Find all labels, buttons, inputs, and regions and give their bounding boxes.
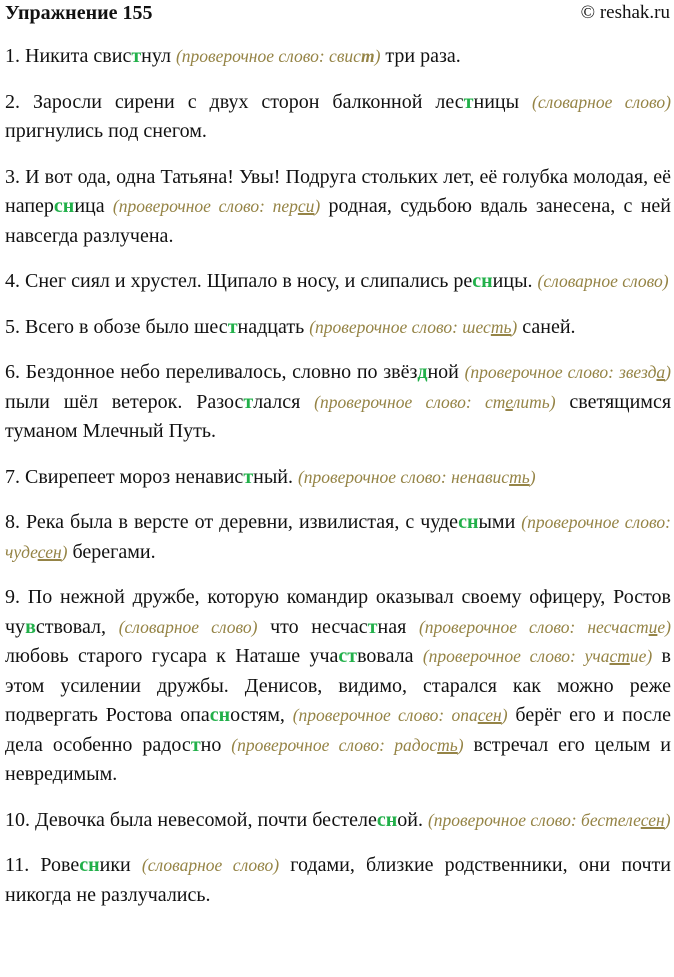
sentence-item bbox=[5, 42, 671, 72]
sentence-item bbox=[5, 267, 671, 297]
sentence-text: ный. bbox=[253, 465, 298, 488]
sentence-text: но bbox=[200, 733, 232, 756]
hint-underlined-letters: е bbox=[505, 391, 513, 412]
hint-underlined-letters: ть bbox=[490, 316, 512, 337]
hint-text: (проверочное слово: уча bbox=[422, 646, 610, 666]
hint-underlined-letters: ть bbox=[437, 734, 458, 755]
hint-text: (проверочное слово: шес bbox=[309, 316, 491, 337]
highlighted-letters: д bbox=[417, 361, 428, 383]
sentence-item bbox=[5, 88, 671, 147]
sentence-text: ики bbox=[99, 854, 142, 876]
sentence-text: надцать bbox=[237, 315, 310, 338]
sentence-item bbox=[5, 463, 671, 493]
sentence-text: ная bbox=[377, 615, 419, 638]
hint-text: (словарное слово) bbox=[118, 616, 258, 637]
sentence-text: пригнулись под снегом. bbox=[5, 120, 207, 142]
sentence-text: 4. Снег сиял и хрустел. Щипало в носу, и слипались ре bbox=[5, 270, 473, 292]
highlighted-letters: т bbox=[463, 90, 474, 113]
sentence-text: 10. Девочка была невесомой, почти бестеле bbox=[5, 808, 377, 831]
sentence-item bbox=[5, 806, 671, 836]
sentence-text: ицы. bbox=[492, 270, 538, 292]
sentence-item bbox=[5, 508, 671, 567]
hint-text: (проверочное слово: несчаст bbox=[418, 616, 649, 637]
hint-bold-letters: т bbox=[360, 46, 375, 66]
sentence-text: что несчас bbox=[257, 615, 368, 638]
sentence-item bbox=[5, 583, 671, 790]
sentence-text: остям, bbox=[230, 704, 293, 726]
hint-text: (словарное слово) bbox=[141, 855, 280, 875]
highlighted-letters: т bbox=[190, 733, 201, 756]
highlighted-letters: т bbox=[243, 465, 254, 488]
sentence-text: в этом усилении дружбы. Денисов, видимо, старался как можно реже подвергать Ростова опа bbox=[5, 645, 671, 726]
hint-text: ) bbox=[314, 196, 321, 216]
hint-text: ) bbox=[665, 362, 671, 382]
sentence-text: нул bbox=[141, 45, 176, 67]
sentence-text: ной bbox=[427, 361, 465, 383]
hint-text: лить) bbox=[512, 391, 556, 412]
hint-text: (проверочное слово: свис bbox=[175, 46, 361, 66]
sentence-item bbox=[5, 163, 671, 252]
sentence-text: пыли шёл ветерок. Разос bbox=[5, 390, 244, 413]
hint-underlined-letters: сен bbox=[640, 809, 665, 830]
hint-text: (проверочное слово: бестеле bbox=[427, 809, 641, 830]
exercise-content bbox=[5, 42, 671, 926]
sentence-text: ствовал, bbox=[35, 615, 119, 638]
hint-text: ) bbox=[501, 705, 508, 725]
hint-underlined-letters: ст bbox=[609, 646, 630, 666]
sentence-text: любовь старого гусара к Наташе уча bbox=[5, 645, 339, 667]
sentence-text: 6. Бездонное небо переливалось, словно по звёз bbox=[5, 361, 418, 383]
hint-text: ) bbox=[61, 541, 68, 562]
sentence-text: 3. И вот ода, одна Татьяна! Увы! Подруга стольких лет, её голубка молодая, её напер bbox=[5, 165, 671, 217]
sentence-text: берёг его и после дела особенно радос bbox=[5, 704, 672, 756]
hint-text: ) bbox=[664, 809, 671, 830]
sentence-text: лался bbox=[253, 390, 315, 413]
hint-text: (проверочное слово: пер bbox=[112, 196, 298, 216]
hint-underlined-letters: ть bbox=[509, 466, 530, 487]
sentence-text: саней. bbox=[517, 315, 576, 338]
hint-text: (проверочное слово: звезд bbox=[464, 362, 657, 382]
hint-text: (словарное слово) bbox=[537, 271, 669, 291]
sentence-text: ица bbox=[74, 195, 113, 217]
exercise-title: Упражнение 155 bbox=[5, 1, 153, 24]
sentence-text: ницы bbox=[473, 90, 532, 113]
sentence-text: вовала bbox=[357, 645, 423, 667]
hint-underlined-letters: а bbox=[656, 362, 666, 382]
sentence-text: 7. Свирепеет мороз ненавис bbox=[5, 465, 244, 488]
sentence-text: 5. Всего в обозе было шес bbox=[5, 315, 228, 338]
hint-text: (проверочное слово: чуде bbox=[5, 512, 672, 562]
sentence-text: 2. Заросли сирени с двух сторон балконной лес bbox=[5, 90, 464, 113]
sentence-text: 9. По нежной дружбе, которую командир оказывал своему офицеру, Ростов чу bbox=[5, 586, 671, 638]
sentence-item bbox=[5, 313, 671, 343]
highlighted-letters: сн bbox=[458, 511, 479, 533]
highlighted-letters: в bbox=[25, 615, 36, 638]
sentence-text: встречал его целым и невредимым. bbox=[5, 733, 671, 785]
hint-text: ) bbox=[511, 316, 518, 337]
highlighted-letters: т bbox=[227, 315, 238, 338]
sentence-text: ыми bbox=[478, 511, 522, 533]
hint-underlined-letters: си bbox=[297, 196, 315, 216]
highlighted-letters: сн bbox=[376, 808, 398, 831]
hint-text: ) bbox=[529, 466, 536, 487]
sentence-item bbox=[5, 358, 671, 447]
sentence-text: 8. Река была в версте от деревни, извилистая, с чуде bbox=[5, 511, 459, 533]
hint-underlined-letters: сен bbox=[37, 541, 62, 562]
highlighted-letters: ст bbox=[338, 645, 358, 667]
hint-underlined-letters: сен bbox=[477, 705, 502, 725]
page-header bbox=[5, 0, 670, 26]
hint-text: ) bbox=[374, 46, 381, 66]
copyright-label: © reshak.ru bbox=[580, 2, 670, 23]
hint-text: (проверочное слово: радос bbox=[231, 734, 438, 755]
sentence-text: ой. bbox=[397, 808, 428, 831]
highlighted-letters: сн bbox=[53, 195, 75, 217]
sentence-text: годами, близкие родственники, они почти никогда не разлучались. bbox=[5, 854, 671, 906]
highlighted-letters: сн bbox=[79, 854, 100, 876]
sentence-text: родная, судьбою вдаль занесена, с ней навсегда разлучена. bbox=[5, 195, 672, 247]
hint-text: ) bbox=[457, 734, 464, 755]
sentence-text: светящимся туманом Млечный Путь. bbox=[5, 390, 672, 442]
highlighted-letters: т bbox=[367, 615, 378, 638]
hint-text: е) bbox=[657, 616, 671, 637]
highlighted-letters: сн bbox=[472, 270, 493, 292]
sentence-item bbox=[5, 851, 671, 910]
highlighted-letters: т bbox=[131, 45, 142, 67]
hint-text: (словарное слово) bbox=[532, 91, 672, 112]
hint-text: ие) bbox=[629, 646, 653, 666]
highlighted-letters: т bbox=[243, 390, 254, 413]
highlighted-letters: сн bbox=[209, 704, 231, 726]
hint-underlined-letters: и bbox=[648, 616, 658, 637]
hint-text: (проверочное слово: ст bbox=[314, 391, 506, 412]
sentence-text: 11. Рове bbox=[5, 854, 80, 876]
hint-text: (проверочное слово: ненавис bbox=[297, 466, 510, 487]
sentence-text: три раза. bbox=[380, 45, 461, 67]
hint-text: (проверочное слово: опа bbox=[292, 705, 478, 725]
sentence-text: 1. Никита свис bbox=[5, 45, 132, 67]
sentence-text: берегами. bbox=[67, 540, 156, 563]
